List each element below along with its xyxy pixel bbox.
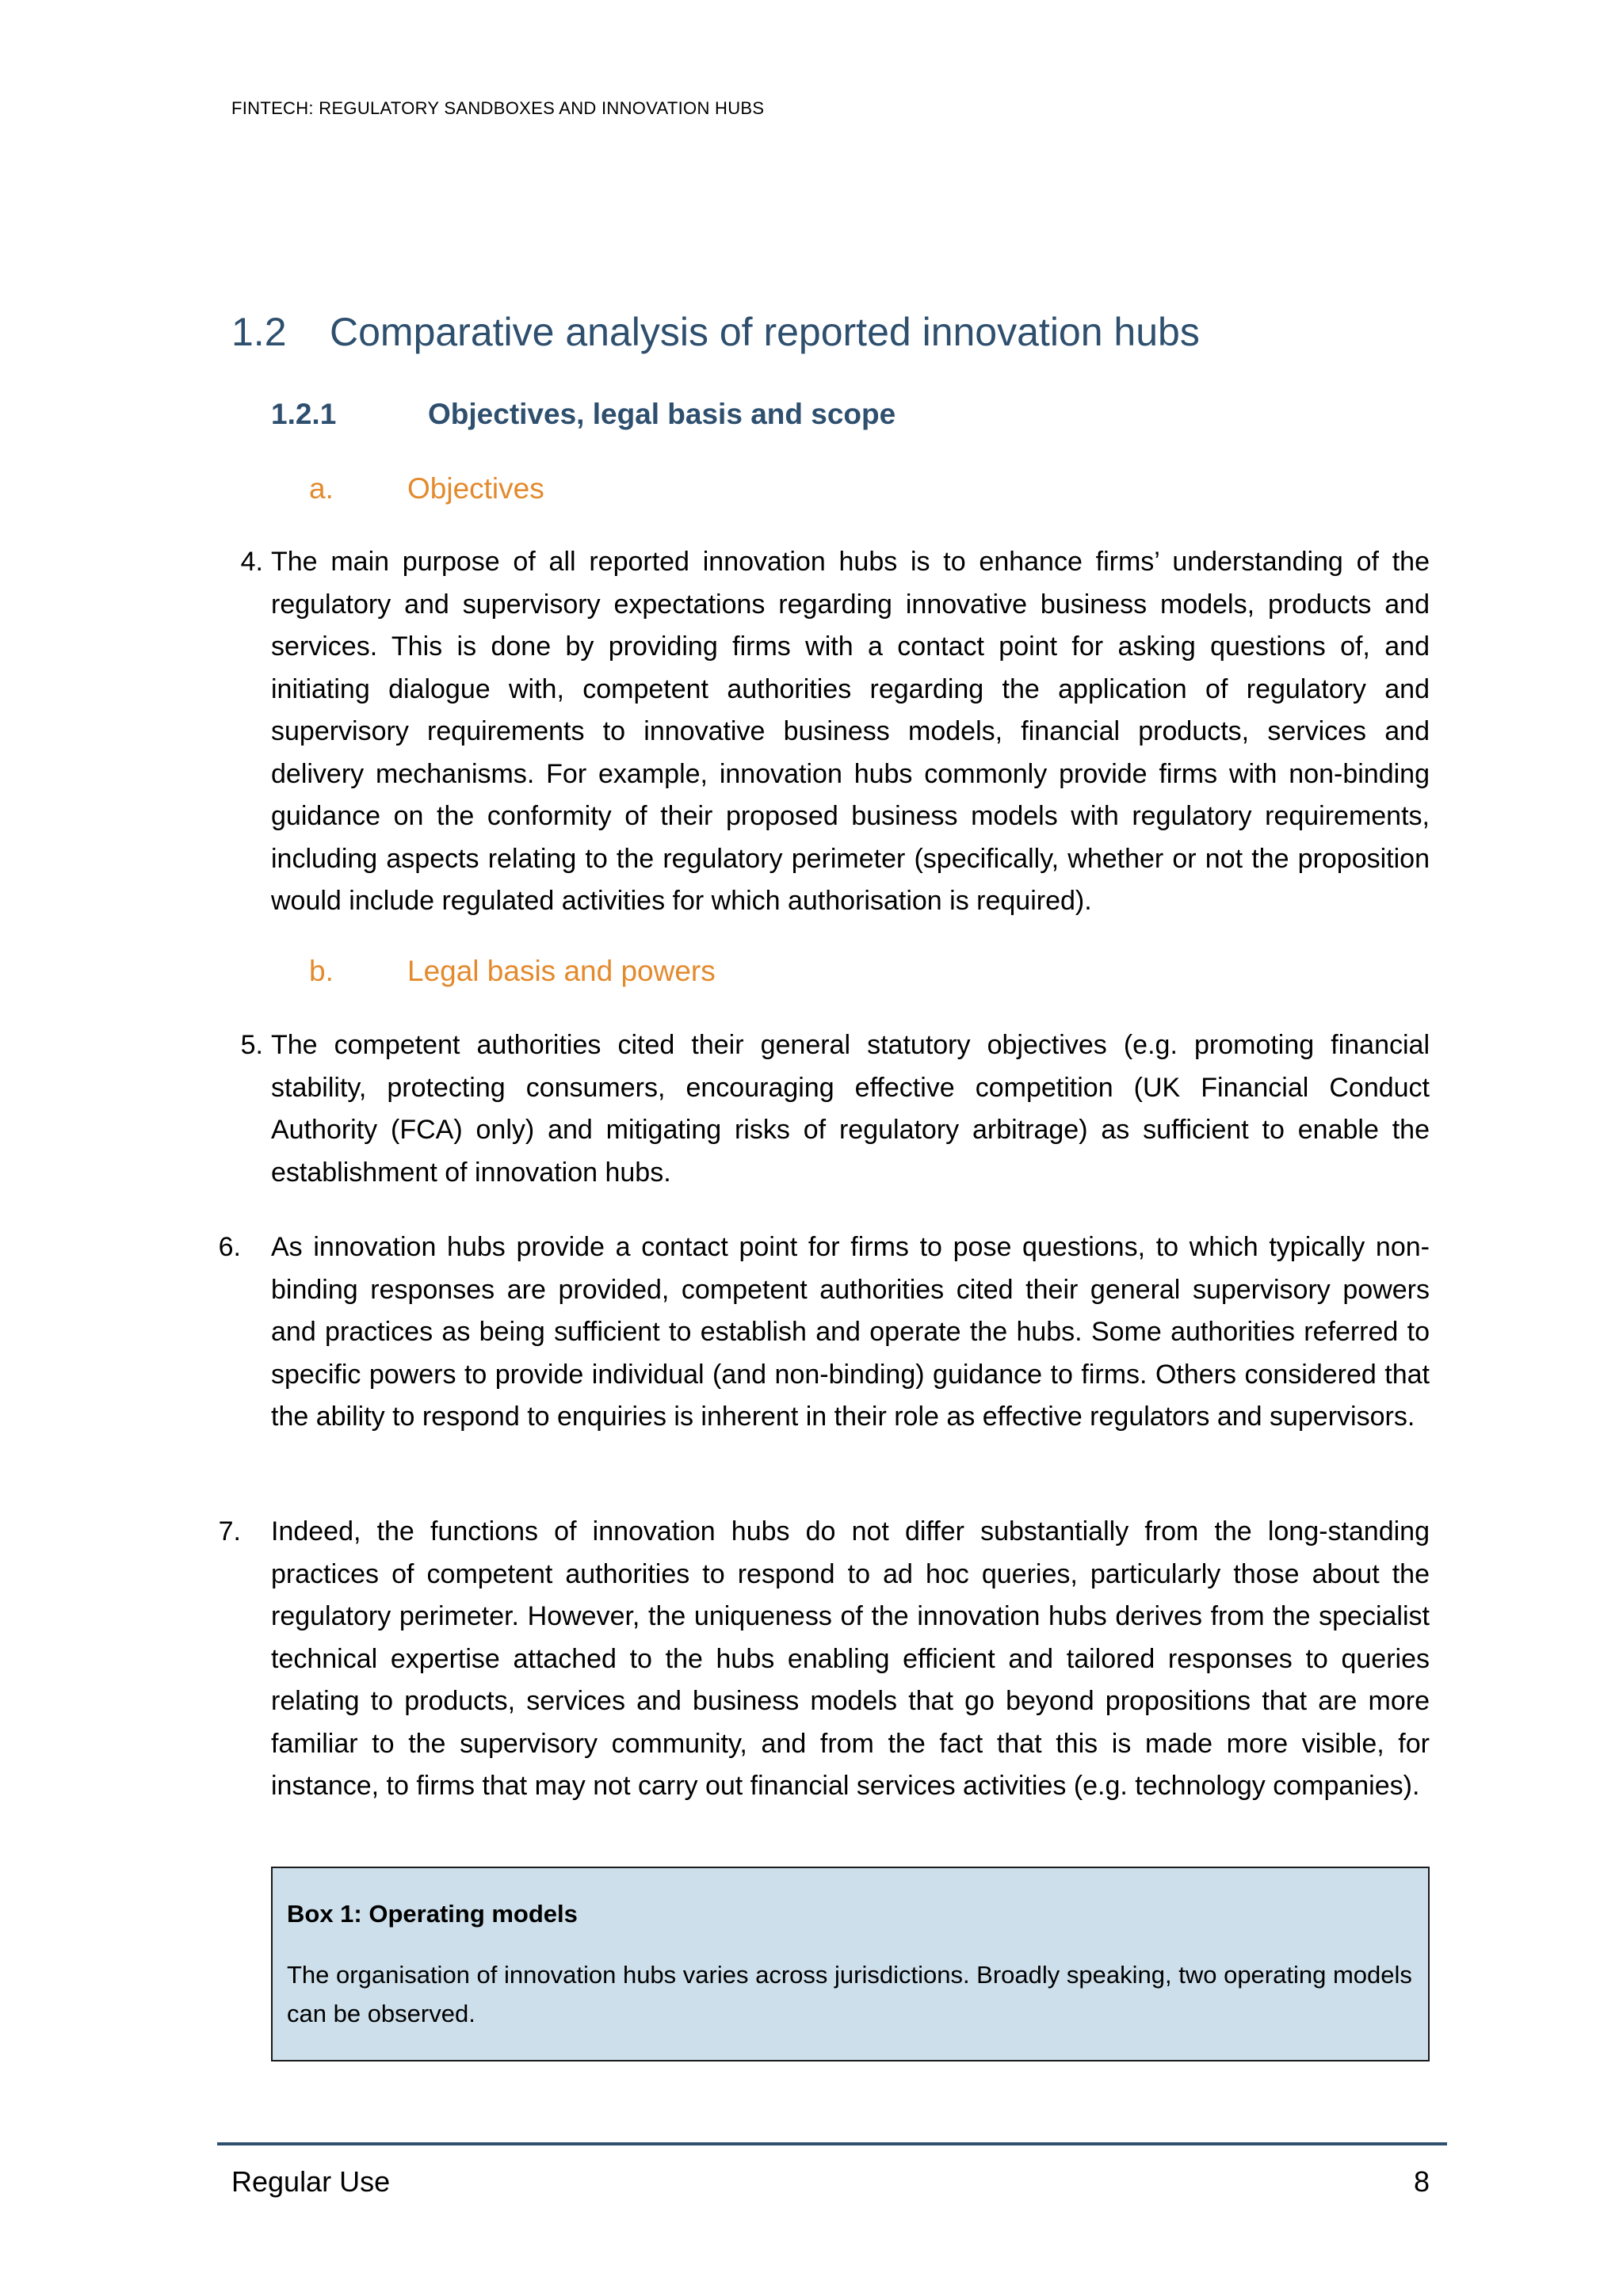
heading-title: Objectives (407, 472, 544, 505)
paragraph-text: As innovation hubs provide a contact point for firms to pose questions, to which typically non-binding responses are provided, competent authorities cited their general supervisory powers and practices as being sufficient to establish and operate the hubs. Some authorities referred to specific powers to provide individual (and non-binding) guidance to firms. Others considered that the ability to respond to enquiries is inherent in their role as effective regulators and supervisors. (271, 1232, 1430, 1432)
heading-legal-basis (309, 955, 716, 988)
box-text: The organisation of innovation hubs varies across jurisdictions. Broadly speaking, two operating models can be observed. (287, 1961, 1412, 2027)
heading-letter: a. (309, 472, 334, 505)
paragraph-4 (240, 541, 1430, 923)
footer-classification: Regular Use (231, 2165, 391, 2198)
section-title: Comparative analysis of reported innovation hubs (330, 310, 1200, 354)
footer-divider (217, 2142, 1447, 2145)
heading-title: Legal basis and powers (407, 955, 716, 987)
subsection-title: Objectives, legal basis and scope (428, 398, 896, 430)
paragraph-number: 7. (218, 1516, 241, 1547)
paragraph-text: The main purpose of all reported innovation hubs is to enhance firms’ understanding of the regulatory and supervisory expectations regarding innovative business models, products and services. This is done by providing firms with a contact point for asking questions of, and initiating dialogue with, competent authorities regarding the application of regulatory and supervisory requirements to innovative business models, financial products, services and delivery mechanisms. For example, innovation hubs commonly provide firms with non-binding guidance on the conformity of their proposed business models with regulatory requirements, including aspects relating to the regulatory perimeter (specifically, whether or not the proposition would include regulated activities for which authorisation is required). (271, 547, 1430, 916)
paragraph-number: 4. (240, 547, 263, 577)
section-number: 1.2 (231, 310, 287, 354)
heading-objectives (309, 472, 544, 505)
subsection-heading (271, 398, 896, 431)
running-header: FINTECH: REGULATORY SANDBOXES AND INNOVATION HUBS (231, 98, 765, 118)
paragraph-text: Indeed, the functions of innovation hubs do not differ substantially from the long-standing practices of competent authorities to respond to ad hoc queries, particularly those about the regulatory perimeter. However, the uniqueness of the innovation hubs derives from the specialist technical expertise attached to the hubs enabling efficient and tailored responses to queries relating to products, services and business models that go beyond propositions that are more familiar to the supervisory community, and from the fact that this is made more visible, for instance, to firms that may not carry out financial services activities (e.g. technology companies). (271, 1516, 1430, 1801)
box-title: Box 1: Operating models (287, 1900, 578, 1928)
heading-letter: b. (309, 955, 334, 987)
paragraph-number: 6. (218, 1232, 241, 1262)
paragraph-6 (218, 1226, 1430, 1439)
paragraph-5 (240, 1024, 1430, 1194)
operating-models-box (271, 1867, 1430, 2061)
paragraph-7 (218, 1511, 1430, 1808)
subsection-number: 1.2.1 (271, 398, 337, 430)
paragraph-text: The competent authorities cited their general statutory objectives (e.g. promoting financial stability, protecting consumers, encouraging effective competition (UK Financial Conduct Authority (FCA) only) and mitigating risks of regulatory arbitrage) as sufficient to enable the establishment of innovation hubs. (271, 1030, 1430, 1188)
section-heading (231, 309, 1200, 355)
paragraph-number: 5. (240, 1030, 263, 1060)
footer-page-number: 8 (1413, 2165, 1430, 2198)
